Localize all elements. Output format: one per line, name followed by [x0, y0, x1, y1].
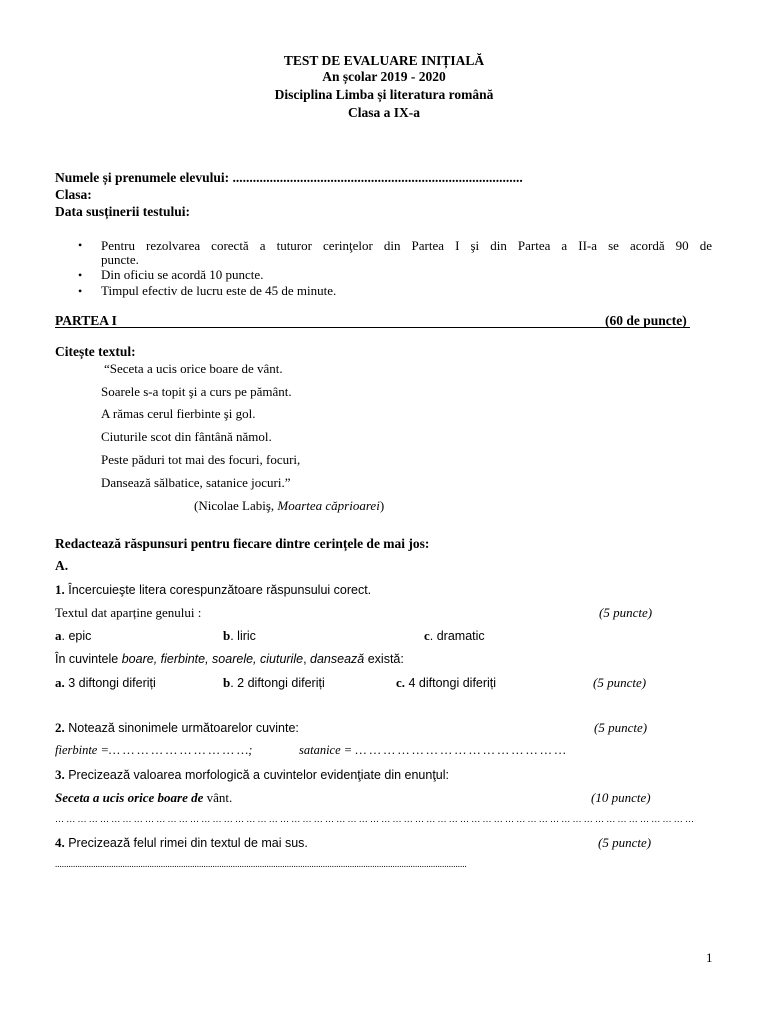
q3-points: (10 puncte): [591, 790, 651, 805]
option-c-4-diftongi[interactable]: c. 4 diftongi diferiți: [396, 675, 497, 690]
student-name-line: [55, 171, 523, 185]
q1-sub1-points: (5 puncte): [599, 605, 653, 620]
class-label: Clasa:: [55, 187, 92, 202]
source-close: ): [379, 498, 385, 513]
date-label: Data susținerii testului:: [55, 204, 190, 219]
discipline: Disciplina Limba și literatura română: [274, 87, 494, 102]
part1-title: PARTEA I: [55, 313, 117, 328]
instruction-1-cont: puncte.: [101, 252, 139, 267]
q2-word1-line[interactable]: fierbinte =… … … … … … … … … …;: [55, 743, 253, 757]
q2-number: 2.: [55, 720, 65, 735]
source-title: Moartea căprioarei: [277, 498, 380, 513]
q3-answer-line[interactable]: … … … … … … … … … … … … … … … … … … … … … … … … … … … … … … … … … … … … … … … … … … … … … … … … … … … … … … … … …: [55, 814, 694, 824]
part1-points: (60 de puncte): [605, 313, 687, 328]
read-label: Citește textul:: [55, 344, 136, 359]
question-4: [55, 836, 308, 850]
page-number: 1: [706, 950, 713, 965]
poem-line-4: Ciuturile scot din fântână nămol.: [101, 429, 272, 444]
instruction-1: Pentru rezolvarea corectă a tuturor cerinţelor din Partea I şi din Partea a II-a se acordă 90 de: [101, 238, 712, 253]
option-c-dramatic[interactable]: c. dramatic: [424, 628, 485, 643]
poem-line-2: Soarele s-a topit şi a curs pe pământ.: [101, 384, 292, 399]
option-b-liric[interactable]: b. liric: [223, 628, 256, 643]
bullet-icon: •: [78, 284, 83, 298]
question-2: [55, 721, 299, 735]
q3-sentence: Seceta a ucis orice boare de vânt.: [55, 790, 233, 805]
poem-line-5: Peste păduri tot mai des focuri, focuri,: [101, 452, 301, 467]
student-name-label: Numele și prenumele elevului:: [55, 170, 230, 185]
option-a-epic[interactable]: a. epic: [55, 628, 92, 643]
q2-points: (5 puncte): [594, 720, 648, 735]
section-a: A.: [55, 558, 69, 573]
poem-line-1: “Seceta a ucis orice boare de vânt.: [104, 361, 283, 376]
q2-text: Notează sinonimele următoarelor cuvinte:: [64, 721, 299, 735]
poem-line-6: Dansează sălbatice, satanice jocuri.”: [101, 475, 291, 490]
q1-text: Încercuieşte litera corespunzătoare răspunsului corect.: [64, 583, 372, 597]
option-a-3-diftongi[interactable]: a. 3 diftongi diferiți: [55, 675, 156, 690]
source-author: (Nicolae Labiş,: [194, 498, 278, 513]
bullet-icon: •: [78, 268, 83, 282]
poem-line-3: A rămas cerul fierbinte şi gol.: [101, 406, 256, 421]
part1-underline: [55, 327, 690, 328]
instruction-3: Timpul efectiv de lucru este de 45 de minute.: [101, 283, 337, 298]
q1-sub1: Textul dat aparține genului :: [55, 605, 202, 620]
task-intro: Redactează răspunsuri pentru fiecare dintre cerințele de mai jos:: [55, 536, 430, 551]
grade: Clasa a IX-a: [347, 105, 420, 120]
q1-number: 1.: [55, 582, 65, 597]
instruction-2: Din oficiu se acordă 10 puncte.: [101, 267, 264, 282]
poem-source: [194, 499, 384, 512]
q1-sub2-points: (5 puncte): [593, 675, 647, 690]
option-b-2-diftongi[interactable]: b. 2 diftongi diferiți: [223, 675, 325, 690]
q1-sub2: În cuvintele boare, fierbinte, soarele, ciuturile, dansează există:: [55, 652, 404, 666]
q3-number: 3.: [55, 767, 65, 782]
q3-text: Precizează valoarea morfologică a cuvintelor evidenţiate din enunţul:: [64, 768, 450, 782]
q4-text: Precizează felul rimei din textul de mai sus.: [64, 836, 308, 850]
bullet-icon: •: [78, 238, 83, 252]
q4-answer-line[interactable]: .......................................................................................................................................................................................: [55, 859, 467, 869]
test-title: TEST DE EVALUARE INIȚIALĂ: [283, 53, 485, 68]
school-year: An școlar 2019 - 2020: [322, 69, 446, 84]
question-1: [55, 583, 371, 597]
question-3: [55, 768, 449, 782]
student-name-dots[interactable]: ......................................................................................: [232, 170, 523, 185]
q2-word2-line[interactable]: satanice = … … … … … … … … … … … … … … …: [299, 743, 566, 757]
q4-points: (5 puncte): [598, 835, 652, 850]
q4-number: 4.: [55, 835, 65, 850]
